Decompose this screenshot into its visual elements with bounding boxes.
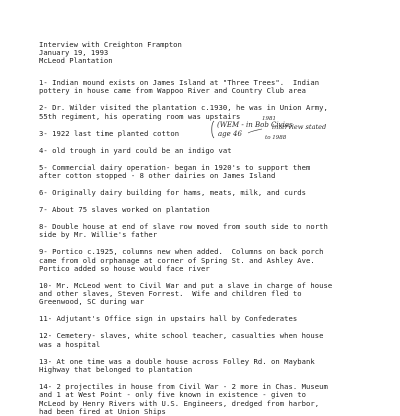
note-item-13-line-2: Highway that belonged to plantation [39, 365, 193, 374]
note-item-14-line-3: McLeod by Henry Rivers with U.S. Engineers, dredged from harbor, [39, 398, 320, 408]
handwritten-note-wem: (WEM - in Bob Civies [217, 121, 293, 129]
interview-date: January 19, 1993 [39, 48, 109, 58]
handwritten-note-interview: interview stated [272, 123, 327, 131]
note-item-5-line-1: 5- Commercial dairy operation- began in 1920's to support them [39, 162, 311, 172]
note-item-1-line-2: pottery in house came from Wappoo River and Country Club area [39, 86, 307, 96]
note-item-12-line-1: 12- Cemetery- slaves, white school teacher, casualties when house [39, 331, 324, 341]
note-item-14-line-1: 14- 2 projectiles in house from Civil War - 2 more in Chas. Museum [39, 382, 328, 391]
note-item-5-line-2: after cotton stopped - 8 other dairies on James Island [39, 170, 276, 180]
handwritten-note-age: age 46 [218, 130, 242, 138]
note-item-4-line-1: 4- old trough in yard could be an indigo vat [39, 145, 232, 155]
note-item-14-line-2: and 1 at West Point - only five known in existence - given to [39, 390, 307, 400]
note-item-14-line-4: had been fired at Union Ships [39, 406, 166, 416]
note-item-8-line-1: 8- Double house at end of slave row moved from south side to north [39, 221, 328, 231]
note-item-2-line-2: 55th regiment, his operating room was upstairs [39, 111, 241, 121]
note-item-13-line-1: 13- At one time was a double house across Folley Rd. on Maybank [39, 356, 315, 366]
note-item-9-line-3: Portico added so house would face river [39, 263, 210, 273]
note-item-10-line-2: and other slaves, Steven Forrest. Wife and children fled to [39, 289, 302, 299]
handwritten-note-year-1988: to 1988 [265, 135, 287, 141]
handwritten-bracket [212, 121, 214, 138]
note-item-12-line-2: was a hospital [39, 339, 101, 349]
note-item-11-line-1: 11- Adjutant's Office sign in upstairs hall by Confederates [39, 314, 298, 324]
note-item-7-line-1: 7- About 75 slaves worked on plantation [39, 204, 210, 214]
document-header [39, 41, 182, 66]
handwritten-note-year-1981: 1981 [262, 116, 276, 122]
interview-location: McLeod Plantation [39, 56, 113, 66]
note-item-3-line-1: 3- 1922 last time planted cotton [39, 128, 180, 138]
interview-title: Interview with Creighton Frampton [39, 40, 182, 49]
handwritten-arrow [248, 129, 262, 133]
note-item-2-line-1: 2- Dr. Wilder visited the plantation c.1930, he was in Union Army, [39, 103, 328, 113]
note-item-6-line-1: 6- Originally dairy building for hams, meats, milk, and curds [39, 187, 307, 197]
note-item-1-line-1: 1- Indian mound exists on James Island at "Three Trees". Indian [39, 78, 320, 87]
note-item-10-line-3: Greenwood, SC during war [39, 297, 145, 307]
note-item-10-line-1: 10- Mr. McLeod went to Civil War and put a slave in charge of house [39, 280, 333, 290]
note-item-8-line-2: side by Mr. Willie's father [39, 230, 158, 240]
note-item-9-line-2: came from old orphanage at corner of Spring St. and Ashley Ave. [39, 255, 315, 265]
note-item-9-line-1: 9- Portico c.1925, columns new when added. Columns on back porch [39, 247, 324, 257]
